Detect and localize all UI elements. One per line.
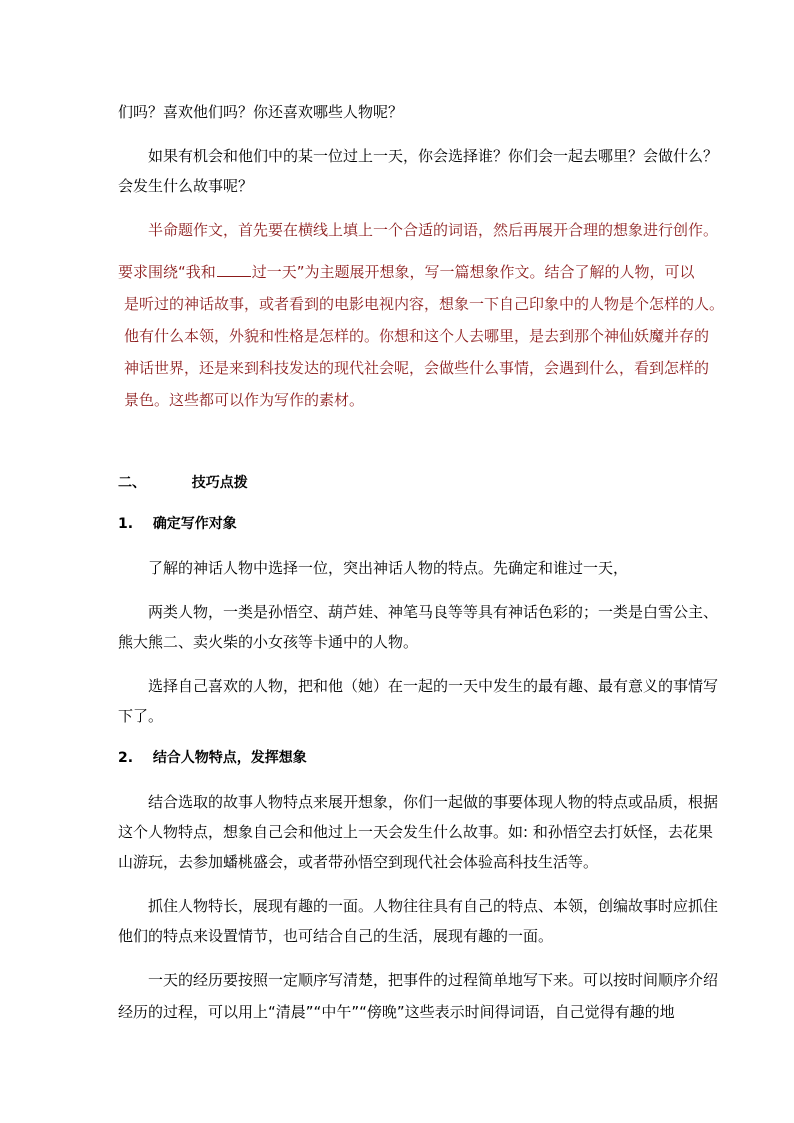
fill-blank (217, 262, 251, 277)
subsection-title: 结合人物特点，发挥想象 (152, 750, 307, 766)
section-heading (118, 467, 248, 500)
paragraph-line: 了解的神话人物中选择一位，突出神话人物的特点。先确定和谁过一天， (148, 559, 629, 577)
paragraph-line: 他们的特点来设置情节，也可结合自己的生活，展现有趣的一面。 (118, 927, 554, 945)
subsection-number: 2. (118, 750, 134, 766)
paragraph-line: 如果有机会和他们中的某一位过上一天，你会选择谁？你们会一起去哪里？会做什么？ (148, 147, 719, 165)
section-title: 技巧点拨 (191, 475, 248, 491)
paragraph-line: 下了。 (118, 707, 164, 725)
paragraph-line: 经历的过程，可以用上“清晨”“中午”“傍晚”这些表示时间得词语，自己觉得有趣的地 (118, 1003, 675, 1021)
requirement-line: 他有什么本领，外貌和性格是怎样的。你想和这个人去哪里，是去到那个神仙妖魔并存的 (124, 327, 710, 345)
requirement-line: 神话世界，还是来到科技发达的现代社会呢，会做些什么事情，会遇到什么，看到怎样的 (124, 359, 710, 377)
paragraph-line: 一天的经历要按照一定顺序写清楚，把事件的过程简单地写下来。可以按时间顺序介绍 (148, 971, 719, 989)
paragraph-line: 结合选取的故事人物特点来展开想象，你们一起做的事要体现人物的特点或品质，根据 (148, 793, 719, 811)
paragraph-line: 熊大熊二、卖火柴的小女孩等卡通中的人物。 (118, 633, 419, 651)
paragraph-line: 山游玩，去参加蟠桃盛会，或者带孙悟空到现代社会体验高科技生活等。 (118, 853, 599, 871)
requirement-text: 过一天”为主题展开想象，写一篇想象作文。结合了解的人物，可以 (251, 263, 695, 281)
paragraph-line: 选择自己喜欢的人物，把和他（她）在一起的一天中发生的最有趣、最有意义的事情写 (148, 677, 719, 695)
requirement-line: 是听过的神话故事，或者看到的电影电视内容，想象一下自己印象中的人物是个怎样的人。 (124, 295, 725, 313)
paragraph-line: 两类人物，一类是孙悟空、葫芦娃、神笔马良等等具有神话色彩的；一类是白雪公主、 (148, 603, 719, 621)
subsection-heading (118, 742, 307, 775)
paragraph-line: 会发生什么故事呢？ (118, 177, 254, 195)
paragraph-line: 半命题作文，首先要在横线上填上一个合适的词语，然后再展开合理的想象进行创作。 (148, 221, 719, 239)
subsection-title: 确定写作对象 (152, 516, 237, 532)
paragraph-line: 们吗？喜欢他们吗？你还喜欢哪些人物呢？ (118, 103, 404, 121)
subsection-heading (118, 508, 237, 541)
paragraph-line: 这个人物特点，想象自己会和他过上一天会发生什么故事。如: 和孙悟空去打妖怪，去花果 (118, 823, 713, 841)
requirement-line: 景色。这些都可以作为写作的素材。 (124, 391, 365, 409)
requirement-line (118, 256, 695, 289)
section-number: 二、 (118, 475, 146, 491)
paragraph-line: 抓住人物特长，展现有趣的一面。人物往往具有自己的特点、本领，创编故事时应抓住 (148, 897, 719, 915)
requirement-text: 要求围绕“我和 (118, 263, 216, 281)
subsection-number: 1. (118, 516, 134, 532)
